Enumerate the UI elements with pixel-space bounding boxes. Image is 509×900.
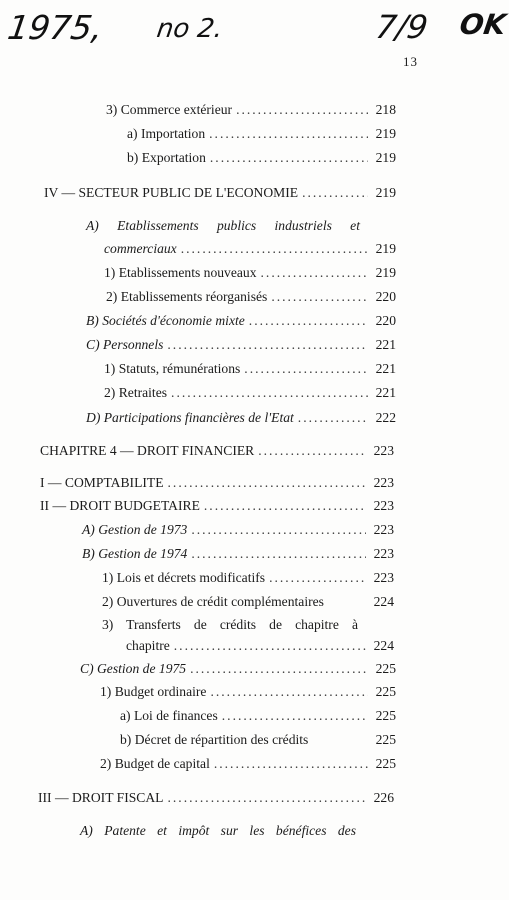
- toc-page: 219: [375, 265, 396, 280]
- toc-page: 218: [375, 102, 396, 117]
- toc-entry: [86, 409, 396, 427]
- toc-entry: [102, 593, 394, 611]
- toc-page: 223: [373, 546, 394, 561]
- toc-entry: [126, 637, 394, 655]
- page-number: 13: [403, 54, 418, 69]
- toc-entry: [44, 184, 396, 202]
- toc-page: 221: [375, 385, 396, 400]
- leader-dots: [168, 789, 367, 807]
- leader-dots: [222, 707, 368, 725]
- toc-page: 224: [373, 638, 394, 653]
- toc-label: C) Personnels: [86, 337, 164, 352]
- toc-entry: [127, 149, 396, 167]
- toc-label: I — COMPTABILITE: [40, 475, 164, 490]
- toc-page: 225: [375, 756, 396, 771]
- leader-dots: [244, 360, 368, 378]
- toc-page: 225: [375, 684, 396, 699]
- toc-entry: [40, 442, 394, 460]
- toc-page: 219: [375, 185, 396, 200]
- toc-label: A) Patente et impôt sur les bénéfices des: [80, 823, 356, 838]
- leader-dots: [210, 149, 368, 167]
- toc-entry: [82, 545, 394, 563]
- toc-page: 223: [373, 522, 394, 537]
- toc-entry: [104, 360, 396, 378]
- toc-entry: [86, 312, 396, 330]
- toc-page: 223: [373, 443, 394, 458]
- toc-label: B) Gestion de 1974: [82, 546, 188, 561]
- toc-page: 219: [375, 241, 396, 256]
- leader-dots: [302, 184, 368, 202]
- toc-page: 225: [375, 661, 396, 676]
- toc-entry: [82, 521, 394, 539]
- toc-page: 220: [375, 313, 396, 328]
- toc-page: 223: [373, 475, 394, 490]
- toc-page: 221: [375, 337, 396, 352]
- toc-label: 1) Budget ordinaire: [100, 684, 207, 699]
- leader-dots: [191, 545, 366, 563]
- leader-dots: [261, 264, 368, 282]
- toc-entry: [100, 755, 396, 773]
- toc-page: 225: [375, 732, 396, 747]
- leader-dots: [191, 521, 366, 539]
- leader-dots: [209, 125, 368, 143]
- toc-label: A) Gestion de 1973: [82, 522, 188, 537]
- toc-label: a) Loi de finances: [120, 708, 218, 723]
- toc-page: 223: [373, 570, 394, 585]
- toc-label: B) Sociétés d'économie mixte: [86, 313, 245, 328]
- toc-entry: [104, 384, 396, 402]
- toc-entry: [86, 217, 384, 235]
- handwritten-number: no 2.: [154, 14, 225, 44]
- toc-entry: [104, 264, 396, 282]
- toc-label: 1) Etablissements nouveaux: [104, 265, 257, 280]
- toc-entry: [120, 707, 396, 725]
- toc-label: CHAPITRE 4 — DROIT FINANCIER: [40, 443, 255, 458]
- toc-label: b) Exportation: [127, 150, 206, 165]
- toc-label: a) Importation: [127, 126, 206, 141]
- toc-entry: [102, 616, 382, 634]
- toc-entry: [40, 474, 394, 492]
- toc-label: commerciaux: [104, 241, 177, 256]
- handwritten-ratio: 7/9: [373, 8, 431, 46]
- leader-dots: [269, 569, 366, 587]
- leader-dots: [258, 442, 366, 460]
- leader-dots: [298, 409, 368, 427]
- toc-page: 226: [373, 790, 394, 805]
- toc-entry: [40, 497, 394, 515]
- toc-entry: [127, 125, 396, 143]
- leader-dots: [168, 474, 366, 492]
- leader-dots: [181, 240, 368, 258]
- toc-label: 1) Lois et décrets modificatifs: [102, 570, 266, 585]
- toc-page: 219: [375, 126, 396, 141]
- toc-page: 220: [375, 289, 396, 304]
- leader-dots: [249, 312, 368, 330]
- toc-page: 223: [373, 498, 394, 513]
- toc-label: D) Participations financières de l'Etat: [86, 410, 294, 425]
- toc-entry: [120, 731, 396, 749]
- leader-dots: [190, 660, 368, 678]
- leader-dots: [204, 497, 366, 515]
- toc-label: 1) Statuts, rémunérations: [104, 361, 241, 376]
- leader-dots: [236, 101, 368, 119]
- toc-entry: [102, 569, 394, 587]
- toc-label: chapitre: [126, 638, 170, 653]
- toc-entry: [86, 336, 396, 354]
- toc-label: 3) Commerce extérieur: [106, 102, 233, 117]
- toc-entry: [104, 240, 396, 258]
- toc-label: III — DROIT FISCAL: [38, 790, 164, 805]
- toc-label: 2) Budget de capital: [100, 756, 210, 771]
- toc-entry: [80, 660, 396, 678]
- toc-label: 2) Etablissements réorganisés: [106, 289, 268, 304]
- leader-dots: [174, 637, 366, 655]
- toc-label: 2) Retraites: [104, 385, 168, 400]
- toc-page: 219: [375, 150, 396, 165]
- toc-label: 3) Transferts de crédits de chapitre à: [102, 617, 358, 632]
- toc-label: II — DROIT BUDGETAIRE: [40, 498, 200, 513]
- leader-dots: [214, 755, 368, 773]
- handwritten-ok: OK: [457, 8, 508, 41]
- toc-page: 221: [375, 361, 396, 376]
- toc-label: IV — SECTEUR PUBLIC DE L'ECONOMIE: [44, 185, 299, 200]
- toc-label: b) Décret de répartition des crédits: [120, 732, 309, 747]
- leader-dots: [171, 384, 368, 402]
- toc-entry: [100, 683, 396, 701]
- leader-dots: [210, 683, 368, 701]
- toc-label: 2) Ouvertures de crédit complémentaires: [102, 594, 324, 609]
- toc-page: 225: [375, 708, 396, 723]
- toc-page: 222: [375, 410, 396, 425]
- toc-entry: [106, 288, 396, 306]
- toc-label: A) Etablissements publics industriels et: [86, 218, 360, 233]
- toc-label: C) Gestion de 1975: [80, 661, 187, 676]
- leader-dots: [271, 288, 368, 306]
- handwritten-year: 1975,: [5, 8, 106, 47]
- toc-entry: [38, 789, 394, 807]
- toc-entry: [80, 822, 380, 840]
- toc-page: 224: [373, 594, 394, 609]
- toc-entry: [106, 101, 396, 119]
- leader-dots: [167, 336, 368, 354]
